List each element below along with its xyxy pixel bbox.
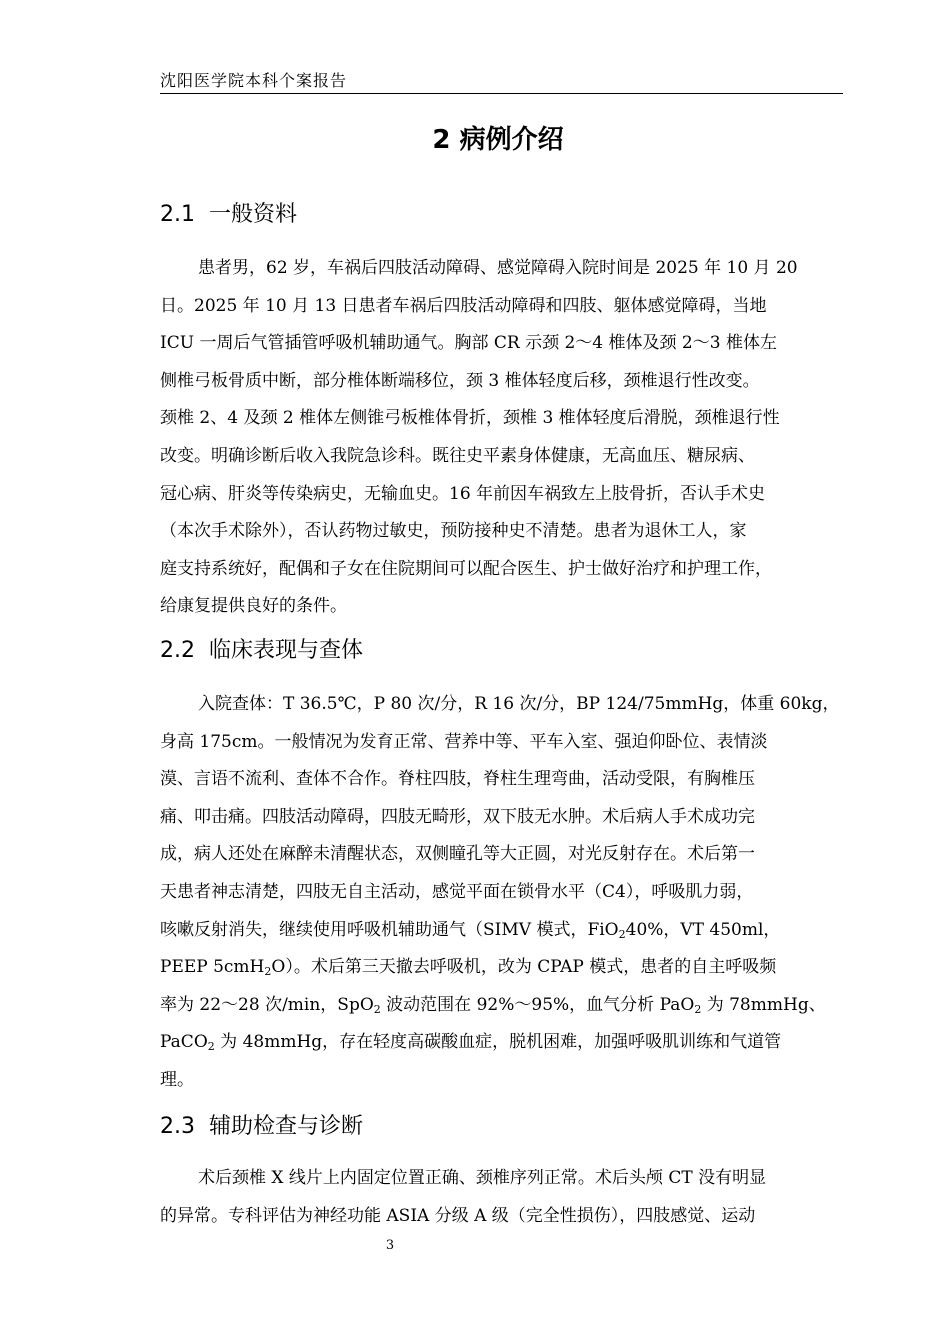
paragraph-line: 理。 xyxy=(160,1069,194,1090)
paragraph-line: 改变。明确诊断后收入我院急诊科。既往史平素身体健康，无高血压、糖尿病、 xyxy=(160,445,755,466)
paragraph-line: （本次手术除外），否认药物过敏史，预防接种史不清楚。患者为退休工人，家 xyxy=(160,521,747,542)
paragraph-line: 给康复提供良好的条件。 xyxy=(160,596,347,617)
section-heading-2-3 xyxy=(160,1112,363,1142)
paragraph-line: 咳嗽反射消失，继续使用呼吸机辅助通气（SIMV 模式，FiO$_2$40%，VT 450ml， xyxy=(160,919,781,941)
section-title-text: 一般资料 xyxy=(209,202,298,227)
paragraph-line: 侧椎弓板骨质中断，部分椎体断端移位，颈 3 椎体轻度后移，颈椎退行性改变。 xyxy=(160,370,760,391)
paragraph-line: 天患者神志清楚，四肢无自主活动，感觉平面在锁骨水平（C4），呼吸肌力弱， xyxy=(160,881,754,902)
section-title-text: 辅助检查与诊断 xyxy=(209,1114,364,1139)
paragraph-line: 患者男，62 岁，车祸后四肢活动障碍、感觉障碍入院时间是 2025 年 10 月 20 xyxy=(198,258,798,278)
page-number: 3 xyxy=(385,1238,395,1253)
paragraph-line: PEEP 5cmH$_2$O）。术后第三天撤去呼吸机，改为 CPAP 模式，患者的自主呼吸频 xyxy=(160,957,777,979)
paragraph-line: 庭支持系统好，配偶和子女在住院期间可以配合医生、护士做好治疗和护理工作， xyxy=(160,558,772,579)
section-number: 2.3 xyxy=(160,1114,195,1139)
paragraph-line: 日。2025 年 10 月 13 日患者车祸后四肢活动障碍和四肢、躯体感觉障碍，当地 xyxy=(160,295,767,316)
paragraph-line: PaCO$_2$ 为 48mmHg，存在轻度高碳酸血症，脱机困难，加强呼吸肌训练和气道管 xyxy=(160,1032,782,1054)
section-number: 2.1 xyxy=(160,202,195,227)
paragraph-line: 入院查体：T 36.5℃，P 80 次/分，R 16 次/分，BP 124/75mmHg，体重 60kg， xyxy=(198,694,840,714)
section-heading-2-2 xyxy=(160,636,363,666)
paragraph-line: 术后颈椎 X 线片上内固定位置正确、颈椎序列正常。术后头颅 CT 没有明显 xyxy=(198,1168,767,1188)
paragraph-line: 冠心病、肝炎等传染病史，无输血史。16 年前因车祸致左上肢骨折，否认手术史 xyxy=(160,483,766,504)
section-title-text: 临床表现与查体 xyxy=(209,638,364,663)
chapter-title: 2 病例介绍 xyxy=(432,125,564,155)
header-title: 沈阳医学院本科个案报告 xyxy=(160,71,348,90)
paragraph-line: 颈椎 2、4 及颈 2 椎体左侧锥弓板椎体骨折，颈椎 3 椎体轻度后滑脱，颈椎退行性 xyxy=(160,408,780,429)
paragraph-line: 成，病人还处在麻醉未清醒状态，双侧瞳孔等大正圆，对光反射存在。术后第一 xyxy=(160,844,755,865)
paragraph-line: 漠、言语不流利、查体不合作。脊柱四肢，脊柱生理弯曲，活动受限，有胸椎压 xyxy=(160,769,755,790)
section-2-3-paragraph xyxy=(160,1160,850,1235)
paragraph-line: 身高 175cm。一般情况为发育正常、营养中等、平车入室、强迫仰卧位、表情淡 xyxy=(160,731,768,752)
section-number: 2.2 xyxy=(160,638,195,663)
paragraph-line: 的异常。专科评估为神经功能 ASIA 分级 A 级（完全性损伤），四肢感觉、运动 xyxy=(160,1205,756,1226)
section-2-1-paragraph xyxy=(160,250,850,626)
section-heading-2-1 xyxy=(160,200,297,230)
paragraph-line: 痛、叩击痛。四肢活动障碍，四肢无畸形，双下肢无水肿。术后病人手术成功完 xyxy=(160,806,755,827)
page-header xyxy=(160,70,843,94)
paragraph-line: ICU 一周后气管插管呼吸机辅助通气。胸部 CR 示颈 2～4 椎体及颈 2～3 椎体左 xyxy=(160,333,777,354)
section-2-2-paragraph xyxy=(160,686,850,1100)
paragraph-line: 率为 22～28 次/min，SpO$_2$ 波动范围在 92%～95%，血气分析 PaO$_2$ 为 78mmHg、 xyxy=(160,994,826,1016)
